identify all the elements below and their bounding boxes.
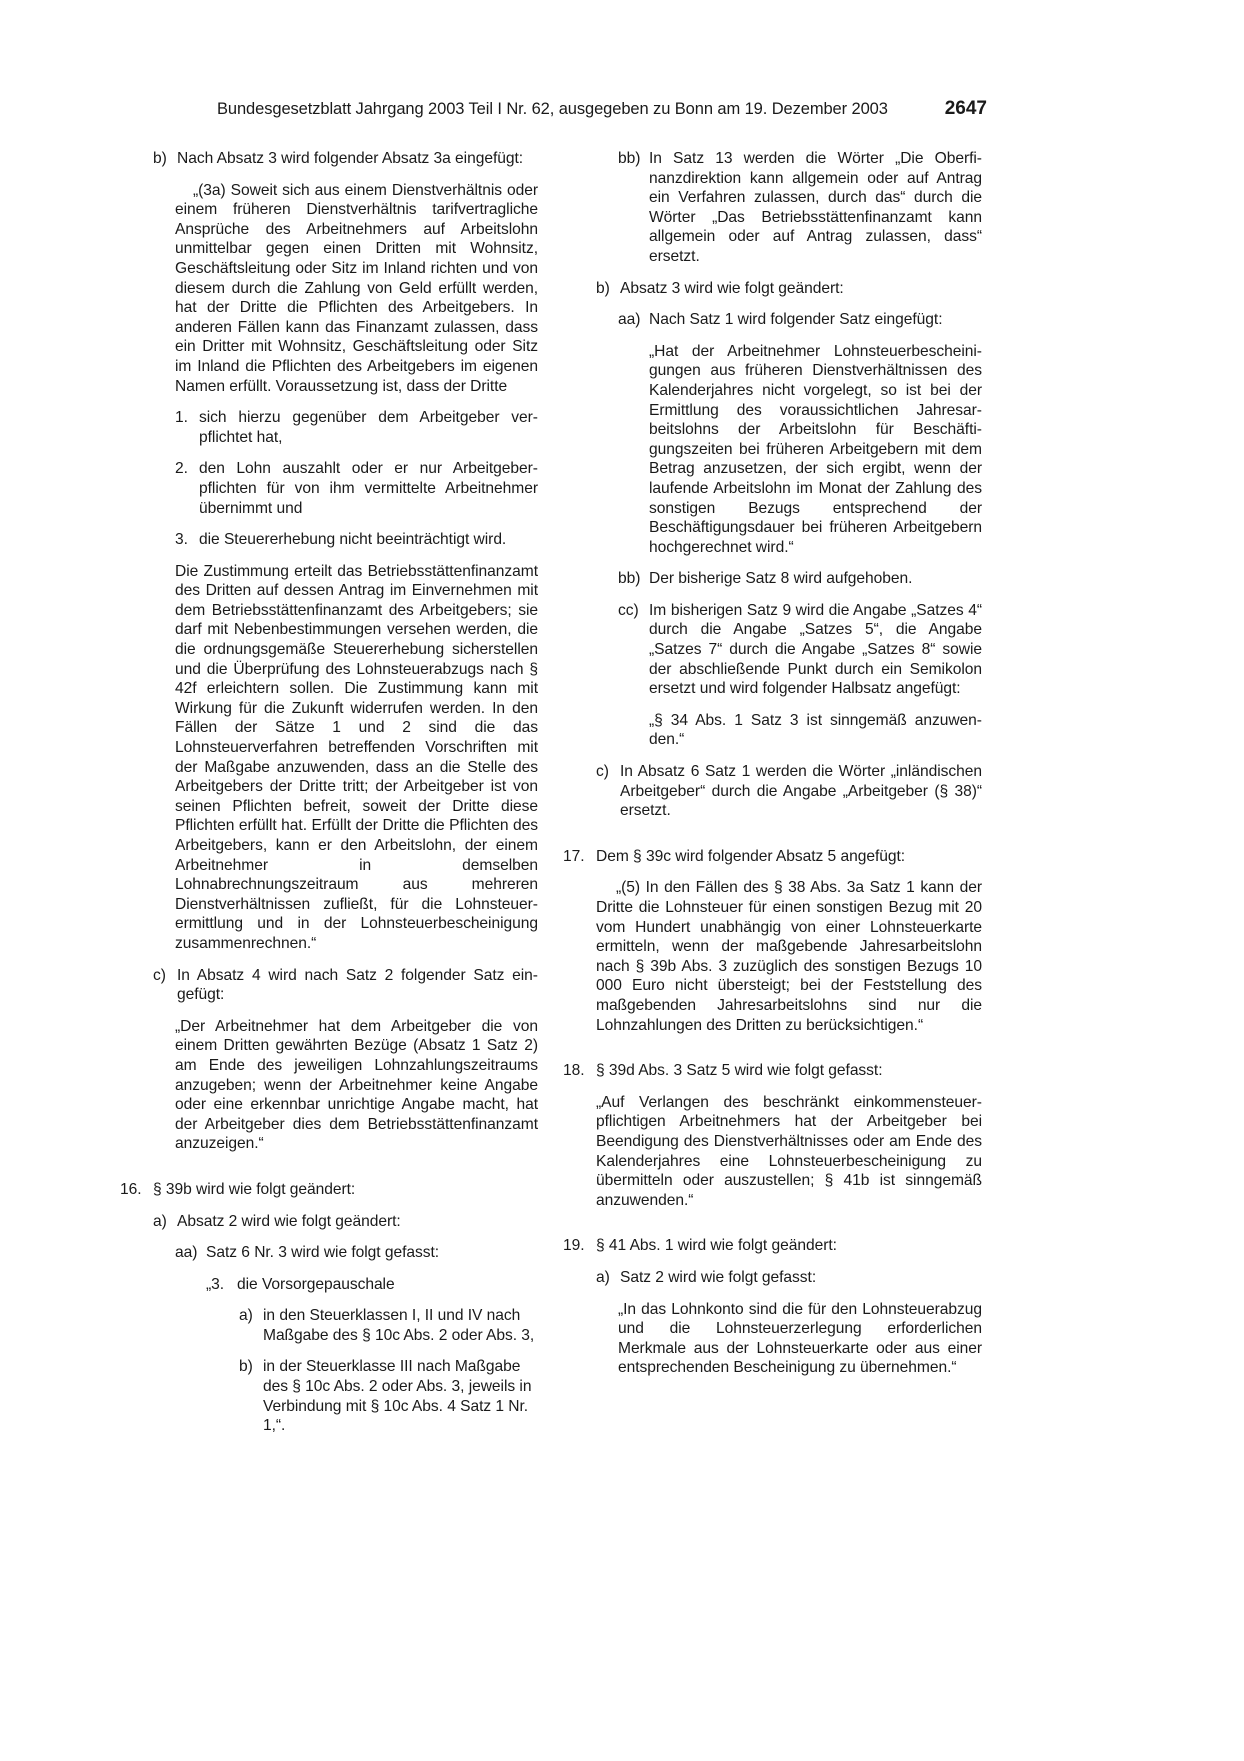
item-marker: a): [596, 1268, 610, 1286]
item-marker: bb): [618, 570, 641, 588]
item-text: die Vorsorgepauschale: [237, 1275, 395, 1293]
page-number: 2647: [944, 98, 987, 119]
item-marker: cc): [618, 601, 639, 619]
item-c: [153, 966, 538, 1005]
section-number: 18.: [563, 1062, 585, 1080]
quoted-paragraph-5: „(5) In den Fällen des § 38 Abs. 3a Satz 1 kann der Dritte die Lohnsteuer für einen sonstigen Bezug mit 20 vom Hundert unabhängig von einer Lohnsteuerkarte ermitteln, wenn der maßgebende Jahresarbeitslohn nach § 39b Abs. 3 zuzüglich des sonstigen Bezugs 10 000 Euro nicht übersteigt; bei der Feststellung des maßgebenden Jahresarbeitslohns sind nur die Lohnzahlungen des Dritten zu berücksichtigen.“: [596, 879, 982, 1034]
item-text: Der bisherige Satz 8 wird aufgehoben.: [649, 570, 913, 588]
section-18: [563, 1061, 982, 1081]
item-text: In Satz 13 werden die Wörter „Die Oberfinanzdirektion kann allgemein oder auf Antrag ein Verfahren zulassen, durch das“ durch die Wörter „Das Betriebsstättenfinanzamt kann allgemein oder auf Antrag zulassen, dass“ ersetzt.: [649, 150, 982, 265]
item-text: In Absatz 4 wird nach Satz 2 folgender Satz eingefügt:: [177, 966, 538, 1004]
item-marker: a): [153, 1212, 167, 1230]
section-number: 17.: [563, 847, 585, 865]
item-text: In Absatz 6 Satz 1 werden die Wörter „inländischen Arbeitgeber“ durch die Angabe „Arbeitgeber (§ 38)“ ersetzt.: [620, 763, 982, 820]
item-text: Im bisherigen Satz 9 wird die Angabe „Satzes 4“ durch die Angabe „Satzes 5“, die Angabe „Satzes 7“ durch die Angabe „Satzes 8“ sowie der abschließende Punkt durch ein Semikolon ersetzt und wird folgender Halbsatz angefügt:: [649, 601, 982, 698]
section-text: § 41 Abs. 1 wird wie folgt geändert:: [596, 1237, 837, 1255]
list-item-3: [175, 530, 538, 550]
quoted-sentence-cc: „§ 34 Abs. 1 Satz 3 ist sinngemäß anzuwenden.“: [649, 711, 982, 749]
item-marker: aa): [618, 311, 641, 329]
item-b: [153, 149, 538, 169]
item-marker: b): [239, 1358, 253, 1376]
quoted-item-b: [239, 1357, 538, 1435]
section-number: 16.: [120, 1180, 142, 1198]
section-16-a: [153, 1212, 538, 1232]
left-column: [120, 149, 538, 1448]
item-marker: b): [596, 279, 610, 297]
section-text: § 39b wird wie folgt geändert:: [153, 1180, 356, 1198]
item-text: Satz 2 wird wie folgt gefasst:: [620, 1268, 817, 1286]
item-marker: „3.: [206, 1275, 225, 1293]
section-16-aa: [175, 1243, 538, 1263]
item-cc: [618, 601, 982, 699]
quoted-paragraph-3a: „(3a) Soweit sich aus einem Dienstverhältnis oder einem früheren Dienstverhältnis tarifvertragliche Ansprüche des Arbeitnehmers auf Arbeitslohn unmittelbar gegen einen Dritten mit Wohnsitz, Geschäftsleitung oder Sitz im Inland richten und von diesem durch die Zahlung von Geld erfüllt werden, hat der Dritte die Pflichten des Arbeitgebers. In anderen Fällen kann das Finanzamt zulassen, dass ein Dritter mit Wohnsitz, Geschäftsleitung oder Sitz im Inland die Pflichten des Arbeitgebers im eigenen Namen erfüllt. Voraussetzung ist, dass der Dritte: [175, 181, 538, 395]
page-header: [217, 100, 987, 124]
item-bb-2: [618, 569, 982, 589]
section-17: [563, 847, 982, 867]
item-marker: b): [153, 150, 167, 167]
item-text: sich hierzu gegenüber dem Arbeitgeber verpflichtet hat,: [199, 409, 538, 446]
quoted-sentence-c: „Der Arbeitnehmer hat dem Arbeitgeber die von einem Dritten gewährten Bezüge (Absatz 1 Satz 2) am Ende des jeweiligen Lohnzahlungszeitraums anzugeben; wenn der Arbeitnehmer keine Angabe oder eine erkennbar unrichtige Angabe macht, hat der Arbeitgeber dies dem Betriebsstättenfinanzamt anzuzeigen.“: [175, 1017, 538, 1153]
item-c: [596, 762, 982, 821]
quoted-sentence-18: „Auf Verlangen des beschränkt einkommensteuerpflichtigen Arbeitnehmers hat der Arbeitgeber bei Beendigung des Dienstverhältnisses oder am Ende des Kalenderjahres eine Lohnsteuerbescheinigung zu übermitteln oder auszustellen; § 41b ist sinngemäß anzuwenden.“: [596, 1093, 982, 1209]
item-text: Nach Absatz 3 wird folgender Absatz 3a eingefügt:: [177, 150, 524, 167]
item-marker: 3.: [175, 531, 188, 549]
item-text: in der Steuerklasse III nach Maßgabe des § 10c Abs. 2 oder Abs. 3, jeweils in Verbindung mit § 10c Abs. 4 Satz 1 Nr. 1,“.: [263, 1358, 532, 1435]
list-item-2: [175, 459, 538, 518]
section-text: § 39d Abs. 3 Satz 5 wird wie folgt gefasst:: [596, 1062, 883, 1080]
item-text: Absatz 2 wird wie folgt geändert:: [177, 1212, 401, 1230]
item-text: Nach Satz 1 wird folgender Satz eingefügt:: [649, 311, 943, 329]
quoted-item-a: [239, 1306, 538, 1345]
item-bb: [618, 149, 982, 267]
item-marker: bb): [618, 150, 641, 167]
section-number: 19.: [563, 1237, 585, 1255]
section-19: [563, 1236, 982, 1256]
item-text: in den Steuerklassen I, II und IV nach Maßgabe des § 10c Abs. 2 oder Abs. 3,: [263, 1307, 535, 1344]
item-text: Satz 6 Nr. 3 wird wie folgt gefasst:: [206, 1244, 440, 1262]
item-marker: c): [596, 763, 609, 781]
right-column: [563, 149, 982, 1390]
item-text: Absatz 3 wird wie folgt geändert:: [620, 279, 844, 297]
quoted-sentence-aa: „Hat der Arbeitnehmer Lohnsteuerbescheinigungen aus früheren Dienstverhältnissen des Kalenderjahres nicht vorgelegt, so ist bei der Ermittlung des voraussichtlichen Jahresarbeitslohns der Arbeitslohn für Beschäftigungszeiten bei früheren Arbeitgebern mit dem Betrag anzusetzen, der sich ergibt, wenn der laufende Arbeitslohn im Monat der Zahlung des sonstigen Bezugs entsprechend der Beschäftigungsdauer bei früheren Arbeitgebern hochgerechnet wird.“: [649, 342, 982, 556]
quoted-item-3: [206, 1275, 538, 1295]
item-text: den Lohn auszahlt oder er nur Arbeitgeberpflichten für von ihm vermittelte Arbeitnehmer übernimmt und: [199, 460, 538, 517]
item-marker: aa): [175, 1244, 198, 1262]
section-text: Dem § 39c wird folgender Absatz 5 angefügt:: [596, 847, 906, 865]
section-19-a: [596, 1268, 982, 1288]
running-title: Bundesgesetzblatt Jahrgang 2003 Teil I Nr. 62, ausgegeben zu Bonn am 19. Dezember 2003: [217, 100, 888, 118]
item-marker: 2.: [175, 460, 188, 478]
quoted-paragraph-continuation: Die Zustimmung erteilt das Betriebsstättenfinanzamt des Dritten auf dessen Antrag im Einvernehmen mit dem Betriebsstättenfinanzamt des Arbeitgebers; sie darf mit Nebenbestimmungen versehen werden, die die ordnungsgemäße Steuererhebung sicherstellen und die Überprüfung des Lohnsteuerabzugs nach § 42f erleichtern sollen. Die Zustimmung kann mit Wirkung für die Zukunft widerrufen werden. In den Fällen der Sätze 1 und 2 sind die das Lohnsteuerverfahren betreffenden Vorschriften mit der Maßgabe anzuwenden, dass an die Stelle des Arbeitgebers der Dritte tritt; der Arbeitgeber ist von seinen Pflichten befreit, soweit der Dritte diese Pflichten erfüllt hat. Erfüllt der Dritte die Pflichten des Arbeitgebers, kann er den Arbeitslohn, der einem Arbeitnehmer in demselben Lohnabrechnungszeitraum aus mehreren Dienstverhältnissen zufließt, für die Lohnsteuerermittlung und in der Lohnsteuerbescheinigung zusammenrechnen.“: [175, 562, 538, 952]
item-text: die Steuererhebung nicht beeinträchtigt wird.: [199, 531, 507, 549]
section-16: [120, 1180, 538, 1200]
item-marker: c): [153, 966, 166, 984]
list-item-1: [175, 408, 538, 447]
quoted-sentence-19a: „In das Lohnkonto sind die für den Lohnsteuerabzug und die Lohnsteuerzerlegung erforderlichen Merkmale aus der Lohnsteuerkarte oder aus einer entsprechenden Bescheinigung zu übernehmen.“: [618, 1300, 982, 1377]
item-marker: 1.: [175, 409, 188, 427]
item-marker: a): [239, 1307, 253, 1325]
item-b: [596, 279, 982, 299]
item-aa: [618, 310, 982, 330]
